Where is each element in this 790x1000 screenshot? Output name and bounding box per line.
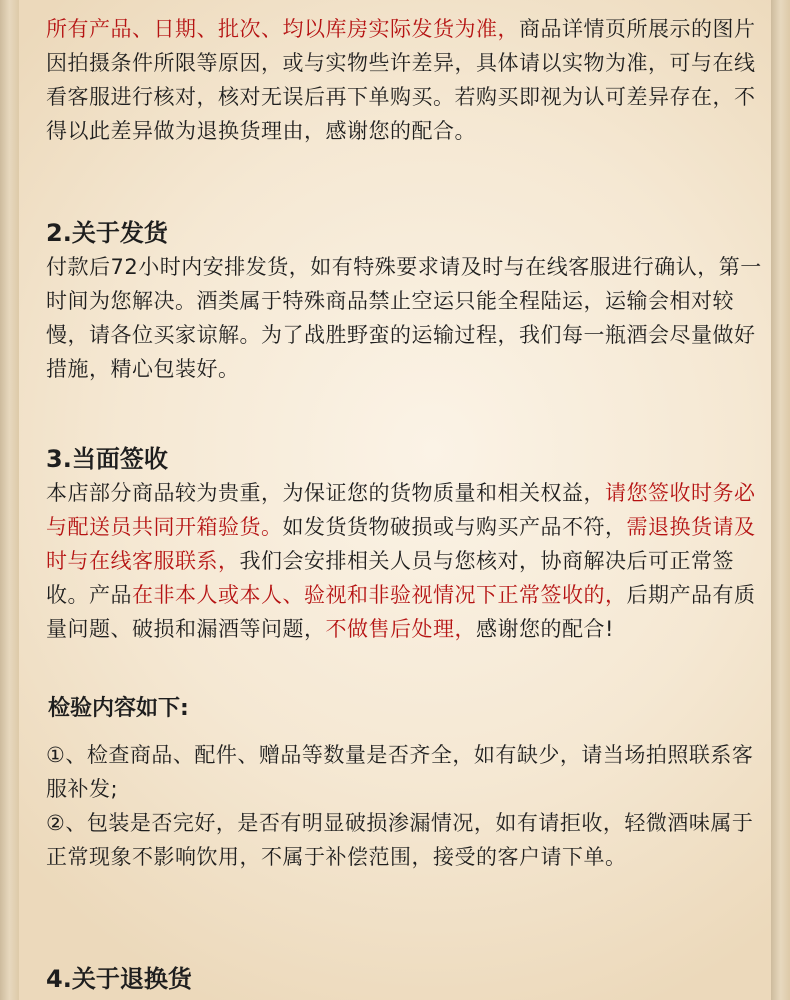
section-returns — [46, 962, 766, 996]
content-panel — [19, 0, 771, 1000]
signing-highlight-4: 不做售后处理， — [325, 617, 476, 641]
signing-highlight-2: 需退换货请及时与在线客服联系， — [46, 515, 756, 573]
inspection-title-block — [48, 692, 768, 726]
section-shipping-text: 付款后72小时内安排发货，如有特殊要求请及时与在线客服进行确认，第一时间为您解决。酒类属于特殊商品禁止空运只能全程陆运，运输会相对较慢，请各位买家谅解。为了战胜野蛮的运输过程，我们每一瓶酒会尽量做好措施，精心包装好。 — [46, 255, 762, 381]
inspection-item-1: ①、检查商品、配件、赠品等数量是否齐全，如有缺少，请当场拍照联系客服补发; — [46, 743, 754, 801]
section-signing — [46, 442, 766, 646]
signing-text-5: 感谢您的配合! — [476, 617, 614, 641]
signing-text-1: 本店部分商品较为贵重，为保证您的货物质量和相关权益， — [46, 481, 605, 505]
signing-highlight-1: 请您签收时务必与配送员共同开箱验货。 — [46, 481, 756, 539]
signing-text-4: 后期产品有质量问题、破损和漏酒等问题， — [46, 583, 756, 641]
section-returns-title: 4.关于退换货 — [46, 965, 192, 993]
section-shipping — [46, 216, 766, 386]
section-signing-title: 3.当面签收 — [46, 445, 168, 473]
section-signing-text — [46, 476, 766, 646]
left-border — [0, 0, 19, 1000]
inspection-item-2: ②、包装是否完好，是否有明显破损渗漏情况，如有请拒收，轻微酒味属于正常现象不影响饮用，不属于补偿范围，接受的客户请下单。 — [46, 811, 754, 869]
intro-text: 商品详情页所展示的图片因拍摄条件所限等原因，或与实物些许差异，具体请以实物为准，可与在线看客服进行核对，核对无误后再下单购买。若购买即视为认可差异存在，不得以此差异做为退换货理由，感谢您的配合。 — [46, 17, 756, 143]
right-border — [771, 0, 790, 1000]
signing-text-3: 我们会安排相关人员与您核对，协商解决后可正常签收。产品 — [46, 549, 734, 607]
inspection-list — [46, 738, 766, 874]
section-shipping-title: 2.关于发货 — [46, 219, 168, 247]
intro-paragraph — [46, 12, 766, 148]
inspection-title: 检验内容如下: — [48, 696, 189, 721]
signing-text-2: 如发货货物破损或与购买产品不符， — [282, 515, 627, 539]
intro-highlight: 所有产品、日期、批次、均以库房实际发货为准， — [46, 17, 519, 41]
signing-highlight-3: 在非本人或本人、验视和非验视情况下正常签收的， — [132, 583, 627, 607]
